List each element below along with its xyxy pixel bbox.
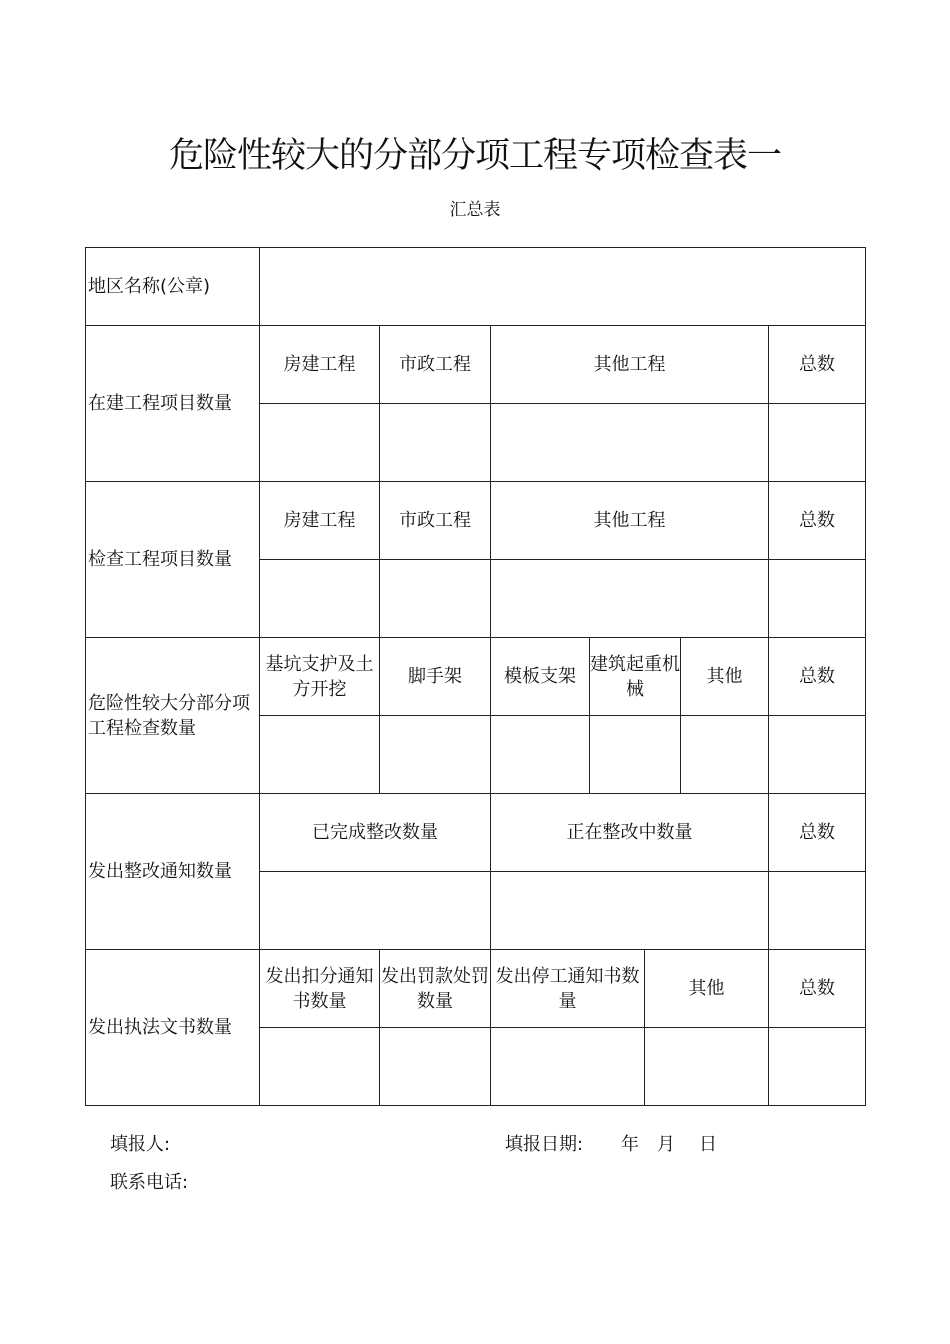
value-cell[interactable] [769,560,866,638]
value-cell[interactable] [380,1028,491,1106]
value-cell[interactable] [769,404,866,482]
inspected-label: 检查工程项目数量 [86,482,260,638]
value-cell[interactable] [260,872,491,950]
page-title: 危险性较大的分部分项工程专项检查表一 [168,136,781,176]
value-cell[interactable] [380,560,491,638]
value-cell[interactable] [491,560,769,638]
header-cell: 其他工程 [491,326,769,404]
enforcement-label: 发出执法文书数量 [86,950,260,1106]
value-cell[interactable] [260,716,380,794]
rectification-label: 发出整改通知数量 [86,794,260,950]
value-cell[interactable] [491,716,590,794]
header-cell: 其他 [645,950,769,1028]
value-cell[interactable] [491,872,769,950]
header-cell: 市政工程 [380,326,491,404]
header-cell: 总数 [769,638,866,716]
value-cell[interactable] [645,1028,769,1106]
header-cell: 模板支架 [491,638,590,716]
value-cell[interactable] [590,716,681,794]
header-cell: 基坑支护及土方开挖 [260,638,380,716]
reporter-label: 填报人: [110,1134,171,1155]
phone-label: 联系电话: [110,1172,189,1193]
header-cell: 正在整改中数量 [491,794,769,872]
report-date-label: 填报日期: [505,1134,584,1155]
dangerous-works-label: 危险性较大分部分项工程检查数量 [86,638,260,794]
header-cell: 建筑起重机械 [590,638,681,716]
value-cell[interactable] [491,404,769,482]
year-label: 年 [621,1134,639,1155]
value-cell[interactable] [491,1028,645,1106]
value-cell[interactable] [380,404,491,482]
value-cell[interactable] [380,716,491,794]
header-cell: 总数 [769,482,866,560]
in-construction-label: 在建工程项目数量 [86,326,260,482]
value-cell[interactable] [769,1028,866,1106]
value-cell[interactable] [260,560,380,638]
header-cell: 市政工程 [380,482,491,560]
header-cell: 总数 [769,326,866,404]
header-cell: 发出罚款处罚数量 [380,950,491,1028]
value-cell[interactable] [260,404,380,482]
header-cell: 房建工程 [260,326,380,404]
header-cell: 发出停工通知书数量 [491,950,645,1028]
header-cell: 总数 [769,950,866,1028]
region-label: 地区名称(公章) [86,248,260,326]
header-cell: 总数 [769,794,866,872]
header-cell: 脚手架 [380,638,491,716]
day-label: 日 [699,1134,717,1155]
value-cell[interactable] [681,716,769,794]
header-cell: 房建工程 [260,482,380,560]
header-cell: 发出扣分通知书数量 [260,950,380,1028]
header-cell: 其他 [681,638,769,716]
value-cell[interactable] [260,1028,380,1106]
summary-table [85,247,866,1106]
month-label: 月 [657,1134,675,1155]
value-cell[interactable] [769,872,866,950]
header-cell: 其他工程 [491,482,769,560]
header-cell: 已完成整改数量 [260,794,491,872]
value-cell[interactable] [769,716,866,794]
region-value-cell[interactable] [260,248,866,326]
page-subtitle: 汇总表 [449,200,501,220]
